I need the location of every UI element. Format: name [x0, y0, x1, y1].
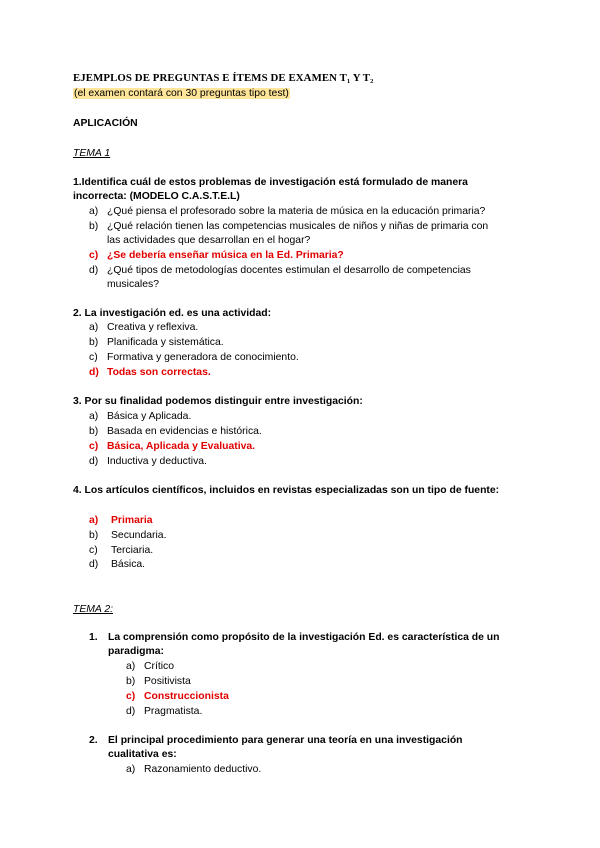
t1-q4-option-c: Terciaria. [111, 545, 154, 556]
t1-q2-option-a: Creativa y reflexiva. [107, 322, 199, 333]
tema2-heading: TEMA 2: [73, 604, 114, 615]
t1-q3-option-d: Inductiva y deductiva. [107, 456, 207, 467]
t1-q3-text: 3. Por su finalidad podemos distinguir entre investigación: [73, 396, 363, 407]
t1-q2-option-c: Formativa y generadora de conocimiento. [107, 352, 299, 363]
t1-q3-marker-a: a) [89, 411, 99, 422]
t2-q1-number: 1. [89, 632, 98, 643]
t1-q3-marker-b: b) [89, 426, 99, 437]
t1-q1-option-b-line1: ¿Qué relación tienen las competencias musicales de niños y niñas de primaria con [107, 221, 489, 232]
t2-q1-option-d: Pragmatista. [144, 706, 203, 717]
t1-q2-marker-c: c) [89, 352, 98, 363]
t1-q3-marker-d: d) [89, 456, 99, 467]
t1-q1-marker-c: c) [89, 250, 99, 261]
t1-q4-marker-c: c) [89, 545, 98, 556]
t1-q1-option-b-line2: las actividades que desarrollan en el hogar? [107, 235, 311, 246]
t1-q3-option-c-correct: Básica, Aplicada y Evaluativa. [107, 441, 256, 452]
t2-q2-option-a: Razonamiento deductivo. [144, 764, 262, 775]
t2-q1-option-a: Crítico [144, 661, 175, 672]
t1-q4-option-d: Básica. [111, 559, 146, 570]
t2-q1-marker-a: a) [126, 661, 136, 672]
t1-q1-marker-b: b) [89, 221, 99, 232]
t2-q1-marker-b: b) [126, 676, 136, 687]
document-title: EJEMPLOS DE PREGUNTAS E ÍTEMS DE EXAMEN T₁ Y T₂ [73, 72, 374, 84]
t1-q1-marker-a: a) [89, 206, 99, 217]
t1-q4-text: 4. Los artículos científicos, incluidos en revistas especializadas son un tipo de fuente: [73, 485, 500, 496]
t1-q2-marker-a: a) [89, 322, 99, 333]
t1-q1-text-line2: incorrecta: (MODELO C.A.S.T.E.L) [73, 191, 240, 202]
t1-q1-marker-d: d) [89, 265, 99, 276]
t1-q2-option-d-correct: Todas son correctas. [107, 367, 211, 378]
t2-q2-text-line2: cualitativa es: [108, 749, 177, 760]
t1-q4-marker-b: b) [89, 530, 99, 541]
t2-q2-text-line1: El principal procedimiento para generar una teoría en una investigación [108, 735, 463, 746]
t1-q1-option-d-line1: ¿Qué tipos de metodologías docentes estimulan el desarrollo de competencias [107, 265, 471, 276]
t1-q4-option-a-correct: Primaria [111, 515, 153, 526]
t2-q2-marker-a: a) [126, 764, 136, 775]
t1-q4-option-b: Secundaria. [111, 530, 167, 541]
t1-q1-option-a: ¿Qué piensa el profesorado sobre la materia de música en la educación primaria? [107, 206, 486, 217]
t2-q1-option-c-correct: Construccionista [144, 691, 229, 702]
t2-q1-marker-d: d) [126, 706, 136, 717]
t1-q1-text-line1: 1.Identifica cuál de estos problemas de investigación está formulado de manera [73, 177, 468, 188]
exam-note-text: (el examen contará con 30 preguntas tipo test) [74, 88, 289, 99]
t1-q3-option-b: Basada en evidencias e histórica. [107, 426, 262, 437]
section-title: APLICACIÓN [73, 118, 138, 129]
t1-q1-option-c-correct: ¿Se debería enseñar música en la Ed. Primaria? [107, 250, 344, 261]
t1-q2-option-b: Planificada y sistemática. [107, 337, 224, 348]
t2-q2-number: 2. [89, 735, 98, 746]
t1-q2-text: 2. La investigación ed. es una actividad: [73, 308, 272, 319]
t1-q4-marker-a: a) [89, 515, 99, 526]
t1-q4-marker-d: d) [89, 559, 99, 570]
tema1-heading: TEMA 1 [73, 148, 111, 159]
exam-note [73, 87, 290, 100]
t2-q1-text-line2: paradigma: [108, 646, 165, 657]
t1-q1-option-d-line2: musicales? [107, 279, 159, 290]
t2-q1-option-b: Positivista [144, 676, 191, 687]
t1-q2-marker-d: d) [89, 367, 99, 378]
t2-q1-text-line1: La comprensión como propósito de la investigación Ed. es característica de un [108, 632, 500, 643]
t1-q2-marker-b: b) [89, 337, 99, 348]
t1-q3-option-a: Básica y Aplicada. [107, 411, 192, 422]
t1-q3-marker-c: c) [89, 441, 99, 452]
t2-q1-marker-c: c) [126, 691, 136, 702]
